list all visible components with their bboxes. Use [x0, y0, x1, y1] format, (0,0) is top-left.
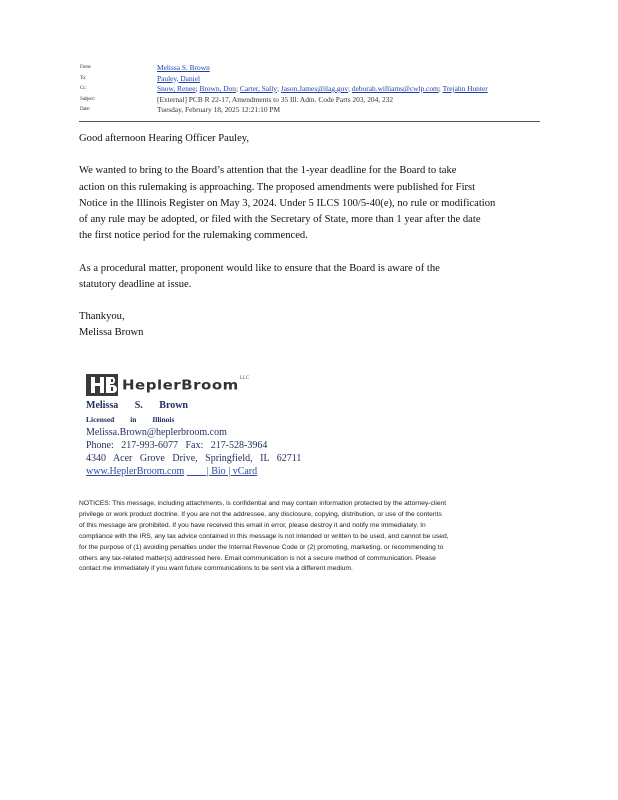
from-label: From: [80, 65, 92, 70]
logo-text: HeplerBroom [122, 376, 239, 394]
date-label: Date: [80, 107, 90, 112]
email-header [80, 63, 542, 116]
notice-line: privilege or work product doctrine. If you are not the addressee, any disclosure, copying, distribution, or use of the contents [79, 510, 442, 518]
notice-line: others any tax-related matter(s) addressed here. Email communication is not a secure method of communication. Please [79, 554, 436, 562]
paragraph-line: of any rule may be adopted, or filed with the Secretary of State, more than 1 year after the date [79, 214, 481, 225]
legal-notice [79, 499, 537, 575]
signature-links: www.HeplerBroom.com | Bio | vCard [86, 466, 258, 478]
sender-name: Melissa Brown [79, 327, 144, 339]
from-sender-link[interactable]: Melissa S. Brown [157, 63, 210, 72]
notice-line: of this message are prohibited. If you have received this email in error, please destroy it and notify me immediately. In [79, 521, 426, 529]
notice-line: contact me immediately if you want future communications to be sent via a different medium. [79, 565, 353, 573]
company-logo [86, 374, 386, 396]
notice-line: compliance with the IRS, any tax advice contained in this message is not intended or written to be used, and cannot be used, [79, 532, 449, 540]
cc-recipient-link[interactable]: Snow, Renee [157, 84, 196, 93]
signature-phone: Phone: 217-993-6077 Fax: 217-528-3964 [86, 439, 268, 451]
cc-recipient-link[interactable]: Jason.James@ilag.gov [280, 84, 349, 93]
date-value: Tuesday, February 18, 2025 12:21:10 PM [157, 105, 281, 114]
cc-recipient-link[interactable]: Carter, Sally [239, 84, 277, 93]
subject-label: Subject: [80, 96, 95, 102]
paragraph-line: As a procedural matter, proponent would like to ensure that the Board is aware of the [79, 262, 440, 274]
cc-recipient-link[interactable]: deborah.williams@cwlp.com [351, 84, 439, 93]
cc-recipient-link[interactable]: Trejahn Hunter [442, 84, 488, 93]
subject-row [80, 95, 542, 106]
bio-link[interactable]: Bio [211, 466, 226, 478]
signature-name: Melissa S. Brown [86, 400, 188, 411]
signature-address: 4340 Acer Grove Drive, Springfield, IL 62711 [86, 452, 302, 464]
paragraph-line: We wanted to bring to the Board’s attention that the 1-year deadline for the Board to take [79, 165, 457, 177]
logo-suffix: LLC [239, 376, 250, 381]
greeting: Good afternoon Hearing Officer Pauley, [79, 133, 250, 144]
website-link[interactable]: www.HeplerBroom.com [86, 466, 185, 478]
notice-line: NOTICES: This message, including attachments, is confidential and may contain information protected by the attorney-client [79, 500, 447, 507]
cc-label: Cc: [80, 86, 87, 91]
cc-row: Cc: Snow, Renee; Brown, Don; Carter, Sally; Jason.James@ilag.gov; deborah.williams@cwlp.com; Trejahn Hunter [80, 84, 488, 93]
paragraph-line: action on this rulemaking is approaching. The proposed amendments were published for First [79, 181, 476, 193]
paragraph-line: Notice in the Illinois Register on May 3, 2024. Under 5 ILCS 100/5-40(e), no rule or modification [79, 197, 496, 209]
closing: Thankyou, [79, 311, 125, 323]
to-label: To: [80, 75, 86, 81]
date-row [80, 105, 542, 116]
signature-email[interactable]: Melissa.Brown@heplerbroom.com [86, 427, 227, 438]
logo-mark-icon [86, 374, 118, 396]
subject-value: [External] PCB R 22-17, Amendments to 35 Ill. Adm. Code Parts 203, 204, 232 [157, 94, 394, 104]
header-divider [79, 121, 540, 122]
paragraph-line: statutory deadline at issue. [79, 278, 192, 290]
email-body [79, 131, 549, 342]
to-row [80, 74, 542, 85]
cc-recipient-link[interactable]: Brown, Don [199, 84, 236, 93]
paragraph-line: the first notice period for the rulemaking commenced. [79, 230, 308, 242]
vcard-link[interactable]: vCard [232, 466, 258, 478]
email-signature [86, 374, 386, 478]
signature-license: Licensed in Illinois [86, 415, 175, 424]
notice-line: for the purpose of (1) avoiding penalties under the Internal Revenue Code or (2) promoting, marketing, or recommending to [79, 543, 444, 551]
from-row [80, 63, 542, 74]
to-recipient-link[interactable]: Pauley, Daniel [157, 73, 201, 83]
